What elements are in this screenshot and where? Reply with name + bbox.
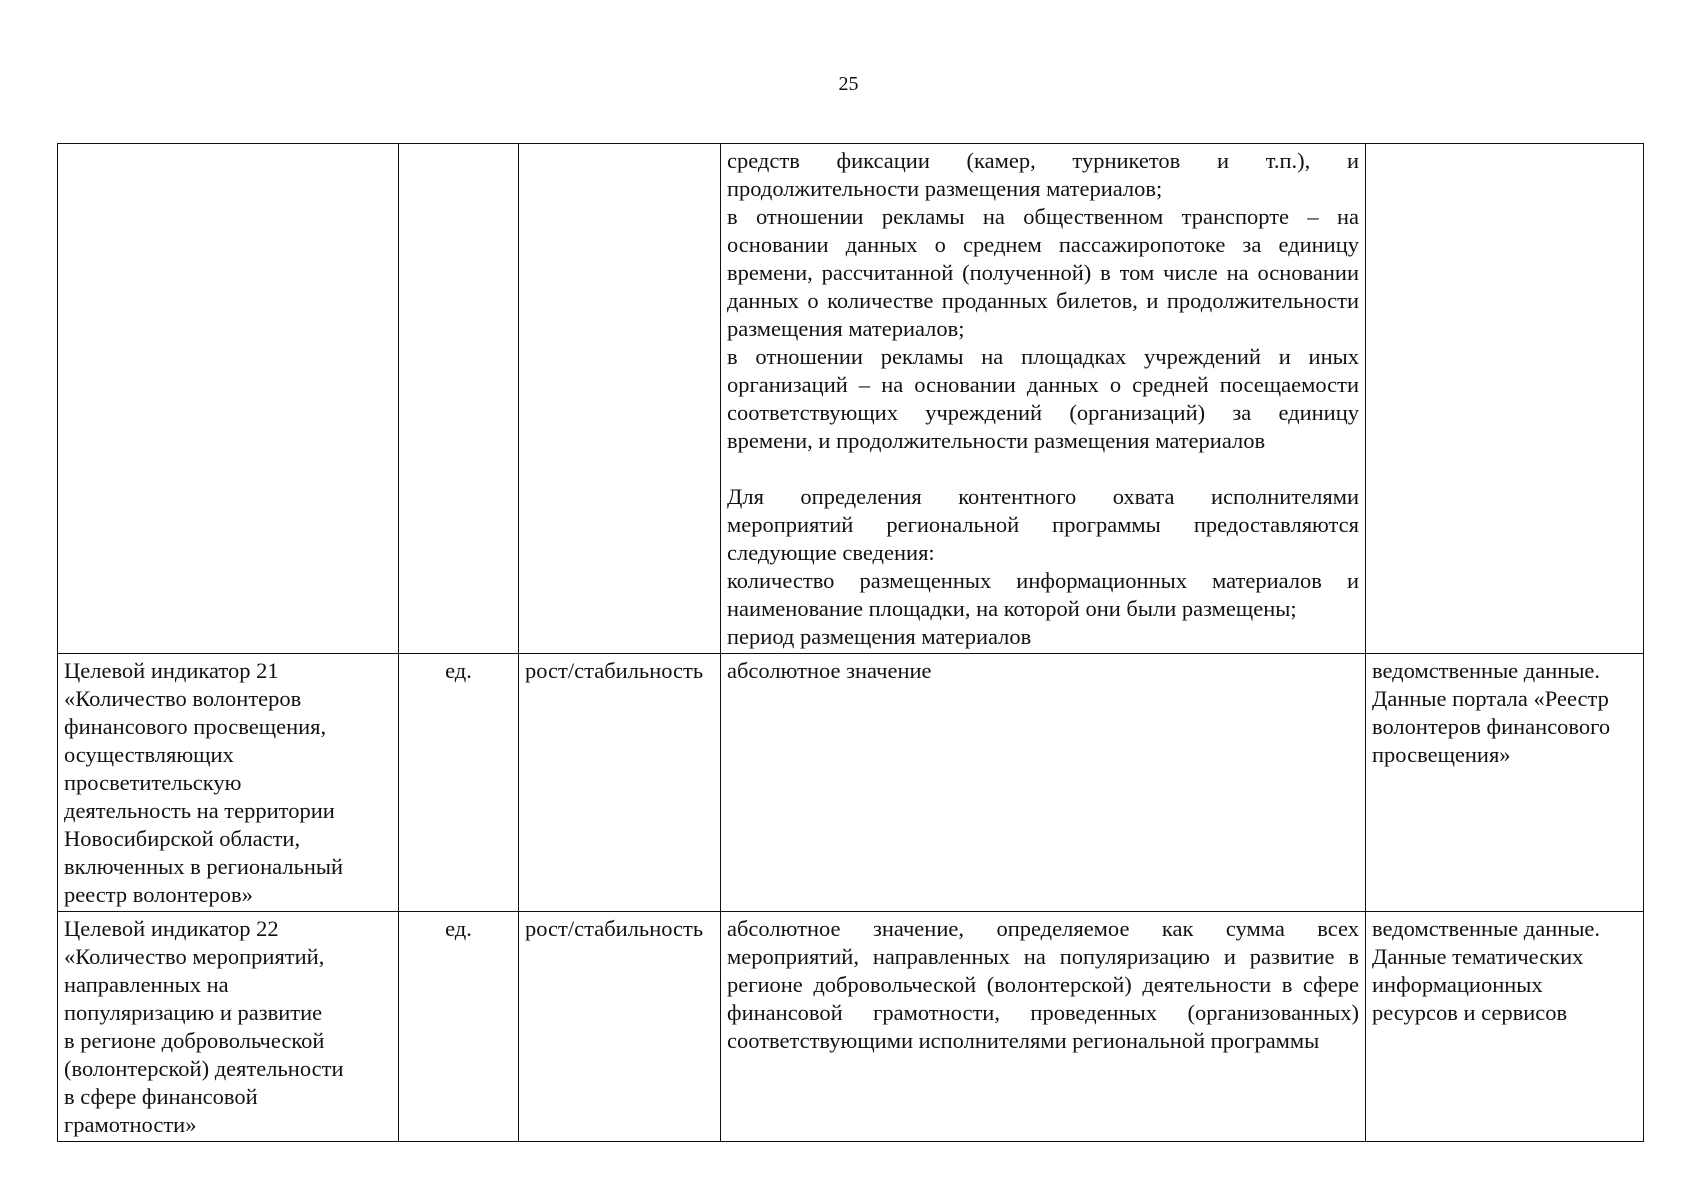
indicator-line: деятельность на территории <box>64 798 335 823</box>
method-cell <box>721 654 1366 912</box>
trend-cell: рост/стабильность <box>519 912 721 1142</box>
indicator-line: включенных в региональный <box>64 854 344 879</box>
indicator-line: популяризацию и развитие <box>64 1000 323 1025</box>
indicator-cell <box>58 144 399 654</box>
indicator-line: финансового просвещения, <box>64 714 327 739</box>
method-paragraph: в отношении рекламы на общественном транспорте – на основании данных о среднем пассажиропотоке за единицу времени, рассчитанной (полученной) в том числе на основании данных о количестве проданных билетов, и продолжительности размещения материалов; <box>727 204 1359 341</box>
method-paragraph: период размещения материалов <box>727 624 1032 649</box>
method-paragraph: Для определения контентного охвата исполнителями мероприятий региональной программы предоставляются следующие сведения: <box>727 484 1359 565</box>
source-cell <box>1366 144 1644 654</box>
method-paragraph: абсолютное значение <box>727 658 932 683</box>
indicator-line: Новосибирской области, <box>64 826 301 851</box>
method-cell <box>721 144 1366 654</box>
source-cell <box>1366 912 1644 1142</box>
indicator-line: (волонтерской) деятельности <box>64 1056 344 1081</box>
indicator-line: направленных на <box>64 972 229 997</box>
source-line: просвещения» <box>1372 742 1511 767</box>
source-line: Данные портала «Реестр <box>1372 686 1609 711</box>
indicator-line: в регионе добровольческой <box>64 1028 325 1053</box>
source-line: ресурсов и сервисов <box>1372 1000 1568 1025</box>
table-row <box>58 654 1644 912</box>
indicator-line: осуществляющих <box>64 742 234 767</box>
table-row <box>58 144 1644 654</box>
trend-cell <box>519 144 721 654</box>
source-line: волонтеров финансового <box>1372 714 1611 739</box>
unit-cell <box>399 144 519 654</box>
indicator-line: Целевой индикатор 22 <box>64 916 279 941</box>
indicator-line: Целевой индикатор 21 <box>64 658 279 683</box>
source-line: информационных <box>1372 972 1543 997</box>
method-cell <box>721 912 1366 1142</box>
indicator-line: «Количество волонтеров <box>64 686 302 711</box>
source-line: Данные тематических <box>1372 944 1584 969</box>
indicator-cell <box>58 654 399 912</box>
indicator-line: просветительскую <box>64 770 242 795</box>
paragraph-gap <box>727 455 1359 483</box>
page-number: 25 <box>838 73 859 95</box>
method-paragraph: средств фиксации (камер, турникетов и т.п.), и продолжительности размещения материалов; <box>727 148 1359 201</box>
method-paragraph: количество размещенных информационных материалов и наименование площадки, на которой они были размещены; <box>727 568 1359 621</box>
source-line: ведомственные данные. <box>1372 916 1601 941</box>
trend-cell: рост/стабильность <box>519 654 721 912</box>
indicator-cell <box>58 912 399 1142</box>
source-line: ведомственные данные. <box>1372 658 1601 683</box>
unit-cell: ед. <box>399 654 519 912</box>
indicator-line: «Количество мероприятий, <box>64 944 325 969</box>
table-row <box>58 912 1644 1142</box>
method-paragraph: в отношении рекламы на площадках учреждений и иных организаций – на основании данных о средней посещаемости соответствующих учреждений (организаций) за единицу времени, и продолжительности размещения материалов <box>727 344 1359 453</box>
indicator-line: в сфере финансовой <box>64 1084 258 1109</box>
unit-cell: ед. <box>399 912 519 1142</box>
source-cell <box>1366 654 1644 912</box>
indicator-line: реестр волонтеров» <box>64 882 253 907</box>
method-paragraph: абсолютное значение, определяемое как сумма всех мероприятий, направленных на популяризацию и развитие в регионе добровольческой (волонтерской) деятельности в сфере финансовой грамотности, проведенных (организованных) соответствующими исполнителями региональной программы <box>727 916 1359 1053</box>
indicator-line: грамотности» <box>64 1112 197 1137</box>
indicators-table <box>57 143 1644 1142</box>
